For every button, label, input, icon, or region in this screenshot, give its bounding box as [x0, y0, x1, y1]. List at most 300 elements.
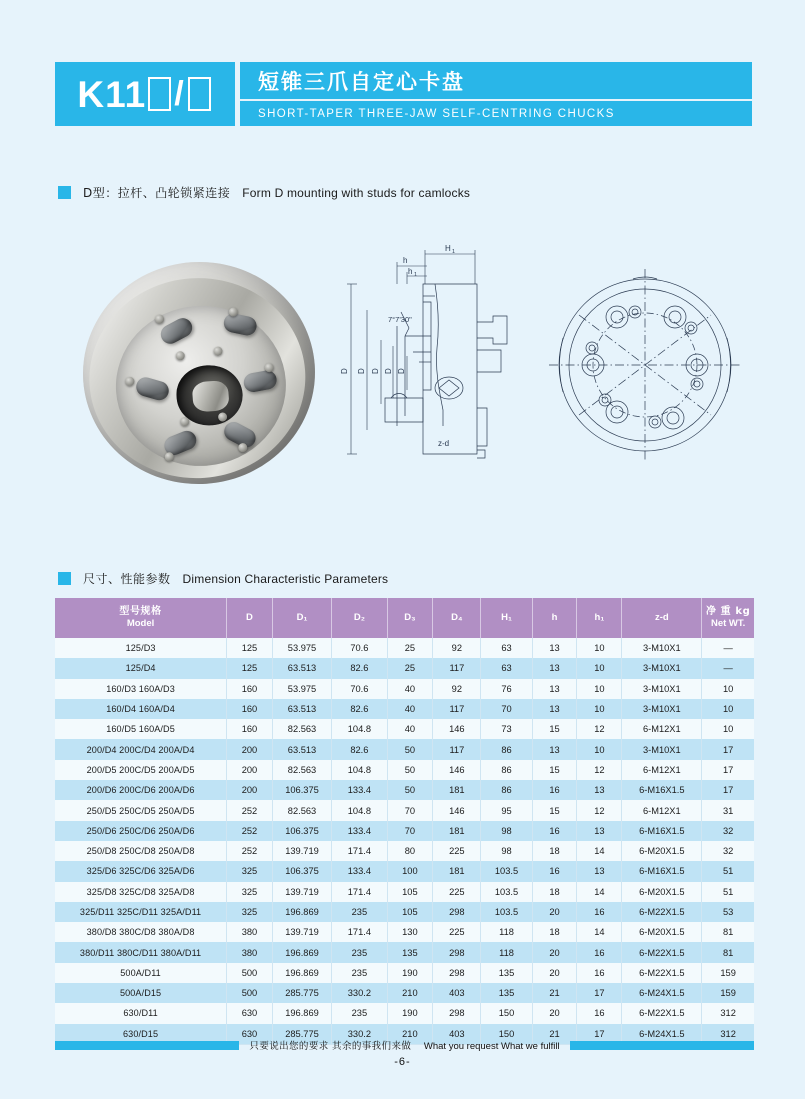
table-cell-model: 160/D5 160A/D5: [55, 719, 227, 739]
label-angle: 7°7'30": [388, 315, 412, 324]
footer-bar-left: [55, 1041, 239, 1050]
table-cell-h: 18: [532, 882, 577, 902]
table-row: [55, 882, 754, 902]
table-cell-D2: 104.8: [332, 800, 387, 820]
table-cell-h1: 17: [577, 1024, 622, 1045]
product-title-cn: 短锥三爪自定心卡盘: [240, 62, 752, 99]
table-cell-h1: 14: [577, 882, 622, 902]
table-row: [55, 821, 754, 841]
section-heading-parameters: [58, 570, 388, 587]
face-bolt: [238, 443, 248, 453]
table-cell-zd: 6-M24X1.5: [622, 983, 702, 1003]
table-cell-D: 200: [227, 739, 273, 759]
table-cell-wt: 53: [702, 902, 754, 922]
table-cell-D3: 190: [387, 1003, 433, 1023]
table-cell-D2: 235: [332, 902, 387, 922]
table-cell-h1: 12: [577, 760, 622, 780]
table-cell-h: 21: [532, 1024, 577, 1045]
table-cell-D3: 70: [387, 821, 433, 841]
table-header: [55, 598, 754, 638]
table-cell-wt: 17: [702, 739, 754, 759]
table-cell-model: 200/D4 200C/D4 200A/D4: [55, 739, 227, 759]
table-cell-D: 125: [227, 658, 273, 678]
table-cell-D4: 298: [433, 902, 481, 922]
table-cell-h: 13: [532, 638, 577, 658]
table-cell-D2: 70.6: [332, 638, 387, 658]
table-cell-model: 250/D6 250C/D6 250A/D6: [55, 821, 227, 841]
table-cell-D2: 82.6: [332, 699, 387, 719]
table-row: [55, 739, 754, 759]
table-cell-h1: 13: [577, 861, 622, 881]
table-cell-h1: 16: [577, 902, 622, 922]
table-cell-D1: 106.375: [272, 821, 331, 841]
table-cell-D3: 40: [387, 679, 433, 699]
table-cell-D3: 210: [387, 1024, 433, 1045]
table-cell-wt: 17: [702, 780, 754, 800]
table-cell-wt: —: [702, 638, 754, 658]
table-cell-model: 250/D8 250C/D8 250A/D8: [55, 841, 227, 861]
bullet-square-icon: [58, 572, 71, 585]
table-cell-h: 21: [532, 983, 577, 1003]
table-cell-D4: 92: [433, 679, 481, 699]
table-cell-H1: 63: [481, 638, 532, 658]
chuck-rim: [83, 271, 312, 486]
table-cell-h: 20: [532, 902, 577, 922]
table-cell-D4: 403: [433, 983, 481, 1003]
column-header-en: D₂: [353, 611, 365, 623]
table-cell-h1: 10: [577, 658, 622, 678]
table-cell-zd: 6-M16X1.5: [622, 821, 702, 841]
table-cell-zd: 3-M10X1: [622, 739, 702, 759]
column-header-en: D₄: [451, 611, 463, 623]
footer-slogan-en: What you request What we fulfill: [423, 1041, 560, 1052]
table-cell-D2: 171.4: [332, 922, 387, 942]
table-cell-H1: 103.5: [481, 902, 532, 922]
camlock-stud: [242, 369, 278, 393]
column-header-en: h: [551, 611, 558, 623]
chuck-photograph: [75, 250, 325, 495]
table-cell-D3: 130: [387, 922, 433, 942]
section-mounting-label-cn: D型：拉杆、凸轮锁紧连接: [83, 186, 231, 200]
table-row: [55, 922, 754, 942]
table-cell-D2: 82.6: [332, 739, 387, 759]
table-cell-H1: 118: [481, 922, 532, 942]
table-cell-D2: 133.4: [332, 780, 387, 800]
table-cell-H1: 135: [481, 983, 532, 1003]
table-cell-D: 252: [227, 800, 273, 820]
table-cell-D: 160: [227, 699, 273, 719]
table-cell-D1: 285.775: [272, 983, 331, 1003]
table-cell-zd: 6-M22X1.5: [622, 1003, 702, 1023]
table-cell-model: 630/D15: [55, 1024, 227, 1045]
table-row: [55, 983, 754, 1003]
table-cell-D1: 139.719: [272, 922, 331, 942]
table-cell-h: 13: [532, 699, 577, 719]
table-cell-D1: 63.513: [272, 699, 331, 719]
table-cell-h: 16: [532, 780, 577, 800]
label-D4: D: [397, 368, 406, 374]
table-cell-h1: 13: [577, 821, 622, 841]
table-cell-D3: 105: [387, 882, 433, 902]
table-cell-D3: 40: [387, 699, 433, 719]
table-cell-h: 15: [532, 719, 577, 739]
table-cell-wt: 312: [702, 1024, 754, 1045]
table-cell-D3: 70: [387, 800, 433, 820]
table-cell-D: 160: [227, 719, 273, 739]
table-cell-zd: 3-M10X1: [622, 658, 702, 678]
table-cell-D: 200: [227, 780, 273, 800]
table-cell-D: 325: [227, 861, 273, 881]
table-cell-H1: 135: [481, 963, 532, 983]
table-cell-wt: 159: [702, 963, 754, 983]
table-cell-D: 252: [227, 821, 273, 841]
table-cell-H1: 150: [481, 1003, 532, 1023]
table-cell-h1: 12: [577, 800, 622, 820]
face-bolt: [155, 314, 165, 324]
table-column-header-d-: [433, 598, 481, 638]
table-cell-wt: 10: [702, 719, 754, 739]
model-code-prefix: K11: [77, 73, 147, 115]
model-code-badge: [55, 62, 235, 126]
table-cell-model: 200/D6 200C/D6 200A/D6: [55, 780, 227, 800]
table-cell-model: 125/D3: [55, 638, 227, 658]
table-cell-h1: 12: [577, 719, 622, 739]
table-cell-h1: 14: [577, 922, 622, 942]
table-cell-h: 15: [532, 760, 577, 780]
table-row: [55, 841, 754, 861]
table-cell-wt: 312: [702, 1003, 754, 1023]
table-row: [55, 942, 754, 962]
header-title-group: [240, 62, 752, 126]
table-cell-D4: 181: [433, 861, 481, 881]
table-cell-D3: 50: [387, 760, 433, 780]
table-cell-h1: 16: [577, 1003, 622, 1023]
face-bolt: [264, 363, 274, 373]
table-cell-zd: 6-M12X1: [622, 800, 702, 820]
table-cell-D3: 100: [387, 861, 433, 881]
table-cell-H1: 86: [481, 739, 532, 759]
table-row: [55, 699, 754, 719]
label-D2: D: [371, 368, 380, 374]
table-cell-h: 16: [532, 821, 577, 841]
table-cell-D4: 225: [433, 841, 481, 861]
table-row: [55, 719, 754, 739]
section-heading-mounting: [58, 184, 470, 201]
table-cell-D: 200: [227, 760, 273, 780]
table-cell-D4: 225: [433, 922, 481, 942]
page-number: -6-: [394, 1056, 411, 1068]
table-cell-h1: 13: [577, 780, 622, 800]
table-cell-zd: 6-M20X1.5: [622, 922, 702, 942]
table-cell-D1: 63.513: [272, 739, 331, 759]
table-column-header-model: [55, 598, 227, 638]
table-cell-wt: 159: [702, 983, 754, 1003]
table-cell-D: 252: [227, 841, 273, 861]
label-H1: H: [445, 244, 451, 253]
table-cell-zd: 6-M20X1.5: [622, 841, 702, 861]
table-cell-D3: 80: [387, 841, 433, 861]
table-cell-D3: 25: [387, 658, 433, 678]
table-cell-model: 125/D4: [55, 658, 227, 678]
table-cell-D4: 181: [433, 780, 481, 800]
label-H1-sub: 1: [452, 249, 456, 255]
table-cell-model: 500A/D15: [55, 983, 227, 1003]
table-cell-D2: 171.4: [332, 841, 387, 861]
table-cell-wt: 10: [702, 679, 754, 699]
table-cell-zd: 6-M22X1.5: [622, 902, 702, 922]
table-cell-model: 250/D5 250C/D5 250A/D5: [55, 800, 227, 820]
page-footer: [55, 1038, 754, 1052]
table-cell-D: 160: [227, 679, 273, 699]
table-column-header-h: [532, 598, 577, 638]
table-cell-H1: 86: [481, 760, 532, 780]
camlock-stud: [222, 312, 258, 337]
table-cell-zd: 6-M20X1.5: [622, 882, 702, 902]
table-row: [55, 1003, 754, 1023]
table-cell-h1: 16: [577, 963, 622, 983]
table-cell-h1: 10: [577, 699, 622, 719]
table-cell-D3: 50: [387, 780, 433, 800]
table-cell-D3: 190: [387, 963, 433, 983]
table-cell-H1: 103.5: [481, 861, 532, 881]
table-cell-h1: 10: [577, 739, 622, 759]
table-cell-model: 380/D8 380C/D8 380A/D8: [55, 922, 227, 942]
table-cell-D1: 139.719: [272, 841, 331, 861]
table-cell-D2: 330.2: [332, 983, 387, 1003]
label-zd: z-d: [438, 439, 450, 448]
table-body: [55, 638, 754, 1044]
column-header-en: H₁: [501, 611, 512, 623]
table-cell-D1: 196.869: [272, 902, 331, 922]
table-cell-D: 500: [227, 983, 273, 1003]
label-D1: D: [357, 368, 366, 374]
table-cell-H1: 98: [481, 841, 532, 861]
table-cell-h1: 10: [577, 679, 622, 699]
table-cell-model: 500A/D11: [55, 963, 227, 983]
table-cell-D1: 196.869: [272, 963, 331, 983]
column-header-en: D₃: [404, 611, 416, 623]
table-cell-D2: 330.2: [332, 1024, 387, 1045]
chuck-outer-body: [76, 254, 323, 492]
table-cell-D2: 235: [332, 1003, 387, 1023]
table-row: [55, 638, 754, 658]
table-column-header-h-: [481, 598, 532, 638]
photo-frame: [75, 250, 325, 495]
column-header-en: D₁: [296, 611, 308, 623]
bullet-square-icon: [58, 186, 71, 199]
table-cell-D: 500: [227, 963, 273, 983]
table-cell-D4: 146: [433, 800, 481, 820]
table-row: [55, 902, 754, 922]
table-cell-D3: 50: [387, 739, 433, 759]
table-cell-D1: 106.375: [272, 780, 331, 800]
table-cell-zd: 6-M22X1.5: [622, 963, 702, 983]
table-column-header-h-: [577, 598, 622, 638]
chuck-mounting-face: [111, 300, 292, 471]
footer-slogan: [239, 1038, 569, 1052]
table-cell-H1: 103.5: [481, 882, 532, 902]
table-cell-D4: 181: [433, 821, 481, 841]
table-cell-H1: 95: [481, 800, 532, 820]
column-header-cn: 净 重 kg: [705, 605, 751, 617]
cross-section-svg: [335, 240, 535, 500]
table-cell-D: 380: [227, 942, 273, 962]
page-header: [55, 62, 752, 126]
table-cell-D2: 104.8: [332, 719, 387, 739]
table-cell-h: 13: [532, 658, 577, 678]
table-cell-wt: 51: [702, 861, 754, 881]
table-cell-zd: 3-M10X1: [622, 679, 702, 699]
label-h: h: [403, 256, 408, 265]
table-row: [55, 658, 754, 678]
table-cell-h: 20: [532, 942, 577, 962]
table-cell-wt: —: [702, 658, 754, 678]
table-cell-h1: 17: [577, 983, 622, 1003]
face-bolt: [125, 377, 135, 387]
label-D: D: [340, 368, 349, 374]
table-cell-D: 630: [227, 1024, 273, 1045]
table-cell-D4: 117: [433, 739, 481, 759]
table-cell-wt: 32: [702, 841, 754, 861]
table-cell-model: 325/D6 325C/D6 325A/D6: [55, 861, 227, 881]
table-cell-model: 160/D3 160A/D3: [55, 679, 227, 699]
table-cell-D1: 53.975: [272, 679, 331, 699]
table-cell-zd: 6-M24X1.5: [622, 1024, 702, 1045]
table-cell-h: 15: [532, 800, 577, 820]
table-cell-D1: 106.375: [272, 861, 331, 881]
table-cell-D1: 196.869: [272, 942, 331, 962]
table-cell-D: 630: [227, 1003, 273, 1023]
table-cell-h: 18: [532, 841, 577, 861]
product-title-en: SHORT-TAPER THREE-JAW SELF-CENTRING CHUCKS: [240, 101, 752, 126]
table-cell-zd: 6-M22X1.5: [622, 942, 702, 962]
table-cell-zd: 3-M10X1: [622, 638, 702, 658]
table-cell-zd: 6-M12X1: [622, 719, 702, 739]
table-cell-model: 200/D5 200C/D5 200A/D5: [55, 760, 227, 780]
rear-view-svg: [545, 260, 745, 470]
table-cell-D4: 403: [433, 1024, 481, 1045]
table-cell-H1: 150: [481, 1024, 532, 1045]
table-cell-h1: 16: [577, 942, 622, 962]
table-column-header-net-wt-: [702, 598, 754, 638]
face-bolt: [175, 351, 185, 361]
section-parameters-label-cn: 尺寸、性能参数: [83, 572, 171, 586]
column-header-en: h₁: [594, 611, 605, 623]
camlock-stud: [134, 375, 171, 402]
table-cell-D1: 82.563: [272, 760, 331, 780]
table-cell-D1: 82.563: [272, 800, 331, 820]
section-mounting-label-en: Form D mounting with studs for camlocks: [242, 185, 471, 200]
table-cell-wt: 17: [702, 760, 754, 780]
table-cell-D: 125: [227, 638, 273, 658]
table-row: [55, 861, 754, 881]
table-cell-wt: 32: [702, 821, 754, 841]
table-cell-D2: 133.4: [332, 861, 387, 881]
table-row: [55, 780, 754, 800]
table-cell-D2: 82.6: [332, 658, 387, 678]
table-cell-D1: 63.513: [272, 658, 331, 678]
table-row: [55, 963, 754, 983]
table-cell-D1: 285.775: [272, 1024, 331, 1045]
table-cell-h: 20: [532, 963, 577, 983]
table-cell-h: 18: [532, 922, 577, 942]
cross-section-drawing: [335, 240, 535, 500]
table-cell-D4: 146: [433, 760, 481, 780]
table-cell-D4: 117: [433, 658, 481, 678]
table-cell-model: 325/D8 325C/D8 325A/D8: [55, 882, 227, 902]
table-header-row: [55, 598, 754, 638]
parameters-table: [55, 598, 754, 1045]
label-D3: D: [384, 368, 393, 374]
table-cell-D2: 104.8: [332, 760, 387, 780]
table-cell-wt: 51: [702, 882, 754, 902]
table-cell-D: 380: [227, 922, 273, 942]
table-cell-H1: 118: [481, 942, 532, 962]
table-row: [55, 760, 754, 780]
table-cell-zd: 6-M16X1.5: [622, 861, 702, 881]
label-h1-sub: 1: [414, 272, 418, 278]
table-cell-D2: 70.6: [332, 679, 387, 699]
table-cell-model: 325/D11 325C/D11 325A/D11: [55, 902, 227, 922]
table-cell-D: 325: [227, 902, 273, 922]
table-cell-D3: 25: [387, 638, 433, 658]
table-cell-H1: 76: [481, 679, 532, 699]
table-row: [55, 679, 754, 699]
table-cell-H1: 70: [481, 699, 532, 719]
parameters-table-container: [55, 598, 754, 1045]
table-cell-h: 13: [532, 679, 577, 699]
table-row: [55, 800, 754, 820]
table-cell-h: 20: [532, 1003, 577, 1023]
table-cell-H1: 63: [481, 658, 532, 678]
table-cell-zd: 6-M12X1: [622, 760, 702, 780]
table-cell-D4: 117: [433, 699, 481, 719]
label-h1: h: [408, 267, 413, 276]
column-header-cn: 型号规格: [119, 605, 162, 617]
face-bolt: [164, 452, 174, 462]
table-cell-h: 13: [532, 739, 577, 759]
table-cell-h: 16: [532, 861, 577, 881]
face-bolt: [180, 417, 190, 427]
table-cell-wt: 81: [702, 922, 754, 942]
column-header-en: Model: [126, 618, 155, 630]
table-cell-D4: 92: [433, 638, 481, 658]
table-cell-D4: 298: [433, 963, 481, 983]
table-cell-D3: 40: [387, 719, 433, 739]
table-cell-D3: 210: [387, 983, 433, 1003]
table-column-header-d-: [387, 598, 433, 638]
table-cell-zd: 3-M10X1: [622, 699, 702, 719]
section-parameters-label-en: Dimension Characteristic Parameters: [182, 571, 389, 586]
column-header-en: D: [246, 611, 253, 623]
model-placeholder-box-1: [148, 77, 171, 111]
table-cell-D2: 171.4: [332, 882, 387, 902]
table-cell-H1: 86: [481, 780, 532, 800]
table-cell-D4: 225: [433, 882, 481, 902]
table-column-header-d-: [332, 598, 387, 638]
footer-slogan-cn: 只要说出您的要求 其余的事我们来做: [249, 1041, 412, 1052]
table-cell-zd: 6-M16X1.5: [622, 780, 702, 800]
table-cell-D3: 105: [387, 902, 433, 922]
table-cell-D1: 196.869: [272, 1003, 331, 1023]
table-cell-D4: 298: [433, 942, 481, 962]
table-cell-D4: 146: [433, 719, 481, 739]
column-header-en: Net WT.: [710, 618, 746, 630]
model-placeholder-box-2: [188, 77, 211, 111]
table-cell-D2: 235: [332, 963, 387, 983]
footer-bar-right: [570, 1041, 754, 1050]
figures-row: [55, 240, 755, 505]
